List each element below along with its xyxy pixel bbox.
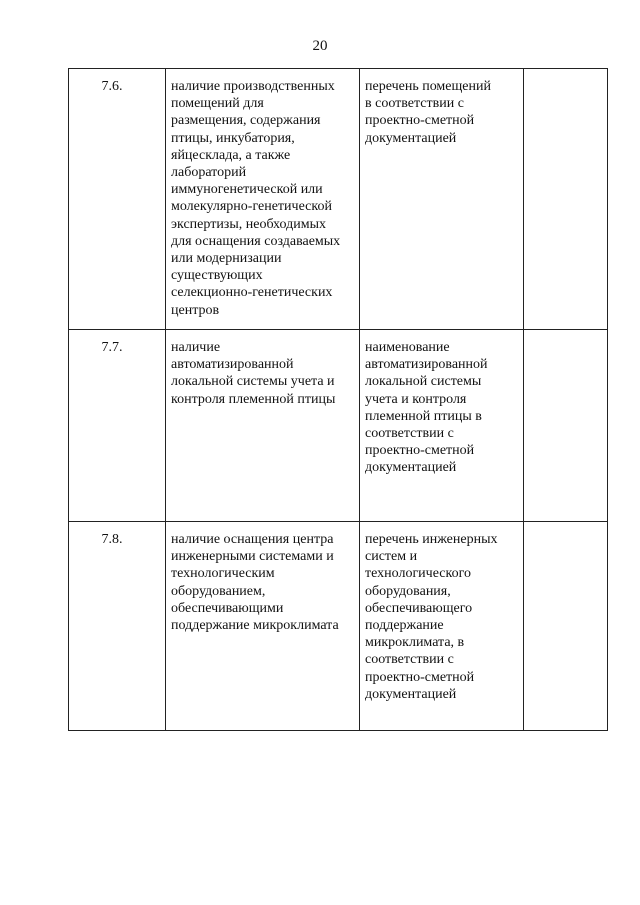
document-cell bbox=[360, 522, 524, 731]
requirement-cell bbox=[166, 522, 360, 731]
document-cell bbox=[360, 69, 524, 330]
mark-cell bbox=[524, 69, 608, 330]
table-row bbox=[69, 69, 608, 330]
row-number: 7.6. bbox=[101, 79, 123, 94]
document-text: перечень помещений в соответствии с проектно-сметной документацией bbox=[365, 79, 491, 146]
mark-cell bbox=[524, 522, 608, 731]
requirement-cell bbox=[166, 69, 360, 330]
table-row bbox=[69, 330, 608, 522]
page-number: 20 bbox=[312, 38, 328, 54]
requirement-text: наличие оснащения центра инженерными системами и технологическим оборудованием, обеспечивающими поддержание микроклимата bbox=[171, 532, 339, 634]
requirement-text: наличие производственных помещений для размещения, содержания птицы, инкубатория, яйцесклада, а также лабораторий иммуногенетической или молекулярно-генетической экспертизы, необходимых для оснащения создаваемых или модернизации существующих селекционно-генетических центров bbox=[171, 79, 341, 318]
table-row bbox=[69, 522, 608, 731]
document-text: наименование автоматизированной локальной системы учета и контроля племенной птицы в соответствии с проектно-сметной документацией bbox=[365, 340, 488, 476]
document-cell bbox=[360, 330, 524, 522]
row-number-cell bbox=[69, 330, 166, 522]
row-number-cell bbox=[69, 522, 166, 731]
row-number: 7.8. bbox=[101, 532, 123, 547]
document-text: перечень инженерных систем и технологического оборудования, обеспечивающего поддержание микроклимата, в соответствии с проектно-сметной документацией bbox=[365, 532, 498, 702]
row-number: 7.7. bbox=[101, 340, 123, 355]
requirement-cell bbox=[166, 330, 360, 522]
requirements-table bbox=[68, 68, 608, 731]
row-number-cell bbox=[69, 69, 166, 330]
mark-cell bbox=[524, 330, 608, 522]
requirement-text: наличие автоматизированной локальной системы учета и контроля племенной птицы bbox=[171, 340, 336, 407]
